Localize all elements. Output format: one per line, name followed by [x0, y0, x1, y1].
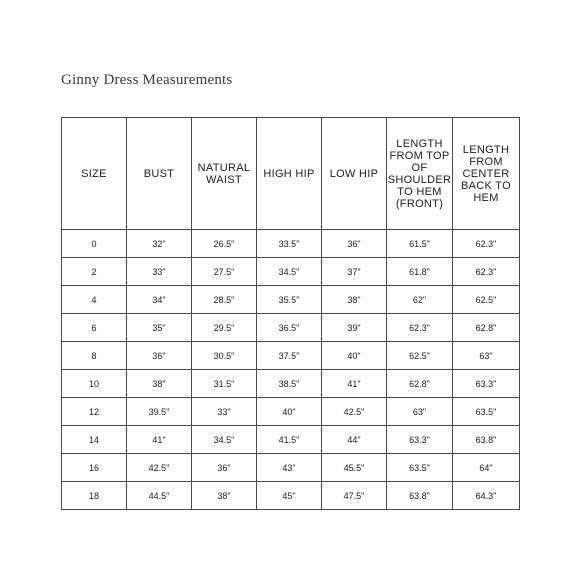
- table-row: [62, 426, 520, 454]
- table-row: [62, 342, 520, 370]
- cell-high-hip: 38.5": [257, 370, 322, 398]
- cell-low-hip: 38": [322, 286, 387, 314]
- cell-high-hip: 35.5": [257, 286, 322, 314]
- cell-natural-waist: 26.5": [192, 230, 257, 258]
- cell-bust: 36": [127, 342, 192, 370]
- cell-length-front: 63.8": [387, 482, 453, 510]
- cell-size: 8: [62, 342, 127, 370]
- header-size-label: SIZE: [81, 167, 107, 180]
- cell-natural-waist: 33": [192, 398, 257, 426]
- cell-bust: 39.5": [127, 398, 192, 426]
- cell-high-hip: 37.5": [257, 342, 322, 370]
- cell-low-hip: 47.5": [322, 482, 387, 510]
- table-row: [62, 230, 520, 258]
- cell-high-hip: 33.5": [257, 230, 322, 258]
- cell-size: 14: [62, 426, 127, 454]
- cell-length-back: 64": [453, 454, 520, 482]
- cell-length-front: 63.5": [387, 454, 453, 482]
- table-row: [62, 286, 520, 314]
- cell-length-front: 62.3": [387, 314, 453, 342]
- header-length-front: [387, 118, 453, 230]
- cell-length-front: 62.8": [387, 370, 453, 398]
- cell-size: 10: [62, 370, 127, 398]
- cell-bust: 35": [127, 314, 192, 342]
- cell-size: 0: [62, 230, 127, 258]
- cell-length-back: 64.3": [453, 482, 520, 510]
- header-row: [62, 118, 520, 230]
- header-high-hip-label: HIGH HIP: [263, 167, 315, 180]
- cell-size: 6: [62, 314, 127, 342]
- cell-length-front: 61.5": [387, 230, 453, 258]
- cell-natural-waist: 31.5": [192, 370, 257, 398]
- cell-length-front: 63.3": [387, 426, 453, 454]
- cell-length-back: 62.5": [453, 286, 520, 314]
- cell-length-front: 62": [387, 286, 453, 314]
- cell-bust: 38": [127, 370, 192, 398]
- cell-length-front: 61.8": [387, 258, 453, 286]
- cell-bust: 34": [127, 286, 192, 314]
- cell-length-back: 63.8": [453, 426, 520, 454]
- header-length-back: [453, 118, 520, 230]
- cell-bust: 41": [127, 426, 192, 454]
- cell-size: 12: [62, 398, 127, 426]
- cell-bust: 42.5": [127, 454, 192, 482]
- cell-natural-waist: 29.5": [192, 314, 257, 342]
- cell-size: 16: [62, 454, 127, 482]
- cell-natural-waist: 28.5": [192, 286, 257, 314]
- cell-high-hip: 43": [257, 454, 322, 482]
- cell-low-hip: 37": [322, 258, 387, 286]
- table-row: [62, 258, 520, 286]
- table-row: [62, 482, 520, 510]
- cell-low-hip: 40": [322, 342, 387, 370]
- cell-high-hip: 40": [257, 398, 322, 426]
- header-natural-waist: [192, 118, 257, 230]
- header-size: [62, 118, 127, 230]
- page-title: Ginny Dress Measurements: [61, 72, 233, 88]
- table-row: [62, 370, 520, 398]
- cell-length-back: 62.3": [453, 230, 520, 258]
- cell-natural-waist: 30.5": [192, 342, 257, 370]
- cell-natural-waist: 27.5": [192, 258, 257, 286]
- header-length-front-label: LENGTH FROM TOP OF SHOULDER TO HEM (FRONT): [387, 137, 452, 210]
- cell-length-back: 63.5": [453, 398, 520, 426]
- cell-size: 18: [62, 482, 127, 510]
- cell-natural-waist: 38": [192, 482, 257, 510]
- cell-length-back: 63": [453, 342, 520, 370]
- cell-low-hip: 45.5": [322, 454, 387, 482]
- header-natural-waist-label: NATURAL WAIST: [197, 161, 251, 186]
- cell-high-hip: 36.5": [257, 314, 322, 342]
- cell-natural-waist: 34.5": [192, 426, 257, 454]
- cell-length-front: 62.5": [387, 342, 453, 370]
- cell-low-hip: 36": [322, 230, 387, 258]
- header-bust-label: BUST: [143, 167, 175, 180]
- cell-high-hip: 45": [257, 482, 322, 510]
- measurements-table: [61, 117, 520, 510]
- cell-bust: 33": [127, 258, 192, 286]
- cell-length-back: 62.8": [453, 314, 520, 342]
- header-low-hip: [322, 118, 387, 230]
- cell-length-back: 62.3": [453, 258, 520, 286]
- cell-high-hip: 41.5": [257, 426, 322, 454]
- header-bust: [127, 118, 192, 230]
- table-body: [62, 230, 520, 510]
- cell-bust: 44.5": [127, 482, 192, 510]
- cell-bust: 32": [127, 230, 192, 258]
- cell-low-hip: 41": [322, 370, 387, 398]
- cell-size: 4: [62, 286, 127, 314]
- header-low-hip-label: LOW HIP: [329, 167, 379, 180]
- table-row: [62, 398, 520, 426]
- cell-natural-waist: 36": [192, 454, 257, 482]
- cell-high-hip: 34.5": [257, 258, 322, 286]
- header-length-back-label: LENGTH FROM CENTER BACK TO HEM: [461, 143, 511, 204]
- cell-length-front: 63": [387, 398, 453, 426]
- table-row: [62, 314, 520, 342]
- header-high-hip: [257, 118, 322, 230]
- table-row: [62, 454, 520, 482]
- cell-low-hip: 39": [322, 314, 387, 342]
- cell-low-hip: 42.5": [322, 398, 387, 426]
- cell-size: 2: [62, 258, 127, 286]
- cell-length-back: 63.3": [453, 370, 520, 398]
- cell-low-hip: 44": [322, 426, 387, 454]
